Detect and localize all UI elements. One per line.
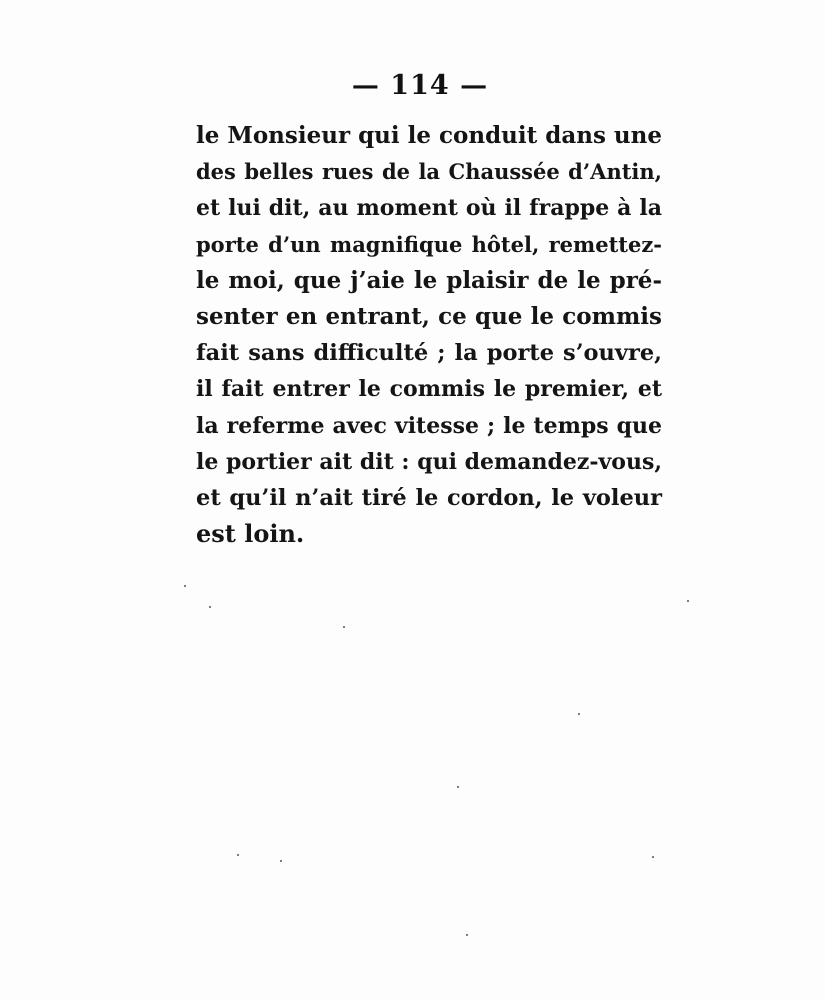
text-line: est loin. [196,519,305,549]
text-line: et lui dit, au moment où il frappe à la [196,195,662,222]
paper-speck [237,854,239,856]
text-line: et qu’il n’ait tiré le cordon, le voleur [196,484,662,511]
paper-speck [578,713,580,715]
text-line: le portier ait dit : qui demandez-vous, [196,448,663,475]
paper-speck [280,860,282,862]
page-number: — 114 — [351,70,489,101]
text-line: senter en entrant, ce que le commis [196,302,662,330]
paper-speck [652,856,654,858]
text-line: porte d’un magnifique hôtel, remettez- [196,231,662,257]
paper-speck [209,606,211,608]
paper-speck [343,626,345,628]
text-line: le Monsieur qui le conduit dans une [196,122,662,149]
paper-speck [687,600,689,602]
paper-speck [457,786,459,788]
paper-speck [466,934,468,936]
text-line: il fait entrer le commis le premier, et [196,376,662,403]
body-text [196,118,662,552]
text-line: la referme avec vitesse ; le temps que [196,412,662,439]
text-line: le moi, que j’aie le plaisir de le pré- [196,266,662,294]
paper-speck [184,585,186,587]
text-line: fait sans difficulté ; la porte s’ouvre, [196,340,662,367]
text-line: des belles rues de la Chaussée d’Antin, [196,159,662,185]
